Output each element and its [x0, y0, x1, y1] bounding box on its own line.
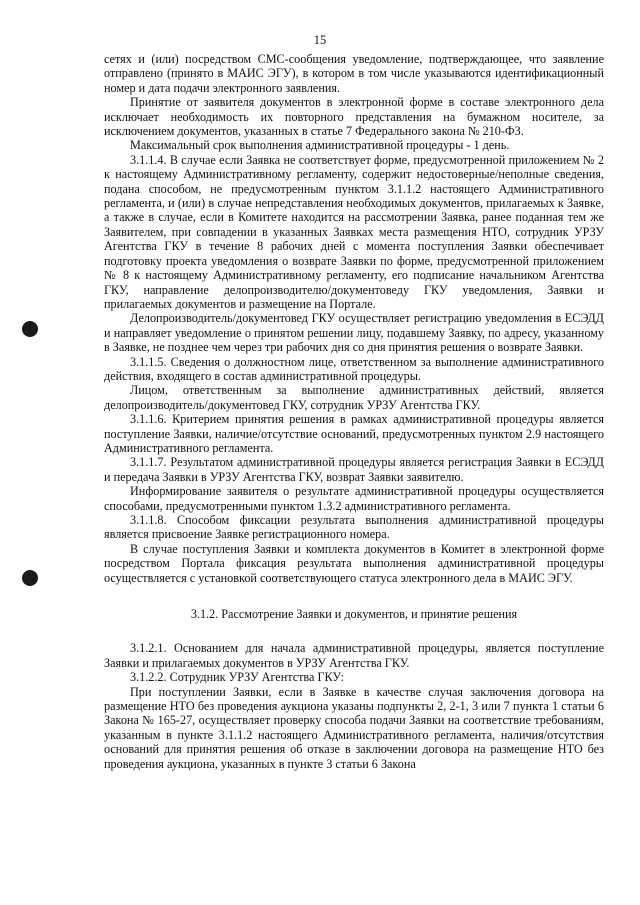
paragraph: 3.1.1.7. Результатом административной процедуры является регистрация Заявки в ЕСЭДД и передача Заявки в УРЗУ Агентства ГКУ, возврат Заявки заявителю.	[104, 455, 604, 484]
paragraph: Информирование заявителя о результате административной процедуры осуществляется способами, предусмотренными пунктом 1.3.2 административного регламента.	[104, 484, 604, 513]
document-body	[104, 52, 604, 771]
paragraph: 3.1.2.2. Сотрудник УРЗУ Агентства ГКУ:	[130, 670, 344, 685]
paragraph: Делопроизводитель/документовед ГКУ осуществляет регистрацию уведомления в ЕСЭДД и направляет уведомление о принятом решении лицу, подавшему Заявку, по адресу, указанному в Заявке, не позднее чем через три рабочих дня со дня принятия решения о возврате Заявки.	[104, 311, 604, 355]
paragraph: 3.1.1.4. В случае если Заявка не соответствует форме, предусмотренной приложением № 2 к настоящему Административному регламенту, содержит недостоверные/неполные сведения, подана способом, не предусмотренным пунктом 3.1.1.2 настоящего Административного регламента, и (или) в случае непредставления необходимых документов, прилагаемых к Заявке, а также в случае, если в Комитете находится на рассмотрении Заявка, ранее поданная тем же Заявителем, при совпадении в указанных Заявках места размещения НТО, сотрудник УРЗУ Агентства ГКУ в течение 8 рабочих дней с момента поступления Заявки обеспечивает подготовку проекта уведомления о возврате Заявки по форме, предусмотренной приложением № 8 к настоящему Административному регламенту, его подписание начальником Агентства ГКУ, направление делопроизводителю/документоведу ГКУ уведомления, Заявки и прилагаемых документов и размещение на Портале.	[104, 152, 604, 311]
paragraph: В случае поступления Заявки и комплекта документов в Комитет в электронной форме посредством Портала фиксация результата выполнения административной процедуры осуществляется с установкой соответствующего статуса электронного дела в МАИС ЭГУ.	[104, 541, 604, 585]
paragraph: Лицом, ответственным за выполнение административных действий, является делопроизводитель/документовед ГКУ, сотрудник УРЗУ Агентства ГКУ.	[104, 383, 604, 412]
paragraph: 3.1.1.8. Способом фиксации результата выполнения административной процедуры является присвоение Заявке регистрационного номера.	[104, 513, 604, 542]
paragraph: Максимальный срок выполнения административной процедуры - 1 день.	[130, 138, 510, 153]
paragraph: сетях и (или) посредством СМС-сообщения уведомление, подтверждающее, что заявление отправлено (принято в МАИС ЭГУ), в котором в том числе указываются идентификационный номер и дата подачи электронного заявления.	[104, 52, 604, 95]
paragraph: 3.1.1.6. Критерием принятия решения в рамках административной процедуры является поступление Заявки, наличие/отсутствие оснований, предусмотренных пунктом 2.9 настоящего Административного регламента.	[104, 412, 604, 455]
paragraph: Принятие от заявителя документов в электронной форме в составе электронного дела исключает необходимость их повторного представления на бумажном носителе, за исключением документов, указанных в статье 7 Федерального закона № 210-ФЗ.	[104, 95, 604, 139]
page-number: 15	[313, 33, 327, 47]
paragraph: 3.1.2.1. Основанием для начала административной процедуры, является поступление Заявки и прилагаемых документов в УРЗУ Агентства ГКУ.	[104, 641, 604, 670]
punch-hole	[22, 570, 38, 586]
paragraph: 3.1.1.5. Сведения о должностном лице, ответственном за выполнение административного действия, входящего в состав административной процедуры.	[104, 354, 604, 383]
section-heading: 3.1.2. Рассмотрение Заявки и документов, и принятие решения	[190, 607, 518, 622]
punch-hole	[22, 321, 38, 337]
paragraph: При поступлении Заявки, если в Заявке в качестве случая заключения договора на размещение НТО без проведения аукциона указаны подпункты 2, 2-1, 3 или 7 пункта 1 статьи 6 Закона № 165-27, осуществляет проверку способа подачи Заявки на соответствие требованиям, указанным в пункте 3.1.1.2 настоящего Административного регламента, наличия/отсутствия оснований для принятия решения об отказе в заключении договора на размещение НТО без проведения аукциона, указанных в пункте 3 статьи 6 Закона	[104, 684, 604, 771]
